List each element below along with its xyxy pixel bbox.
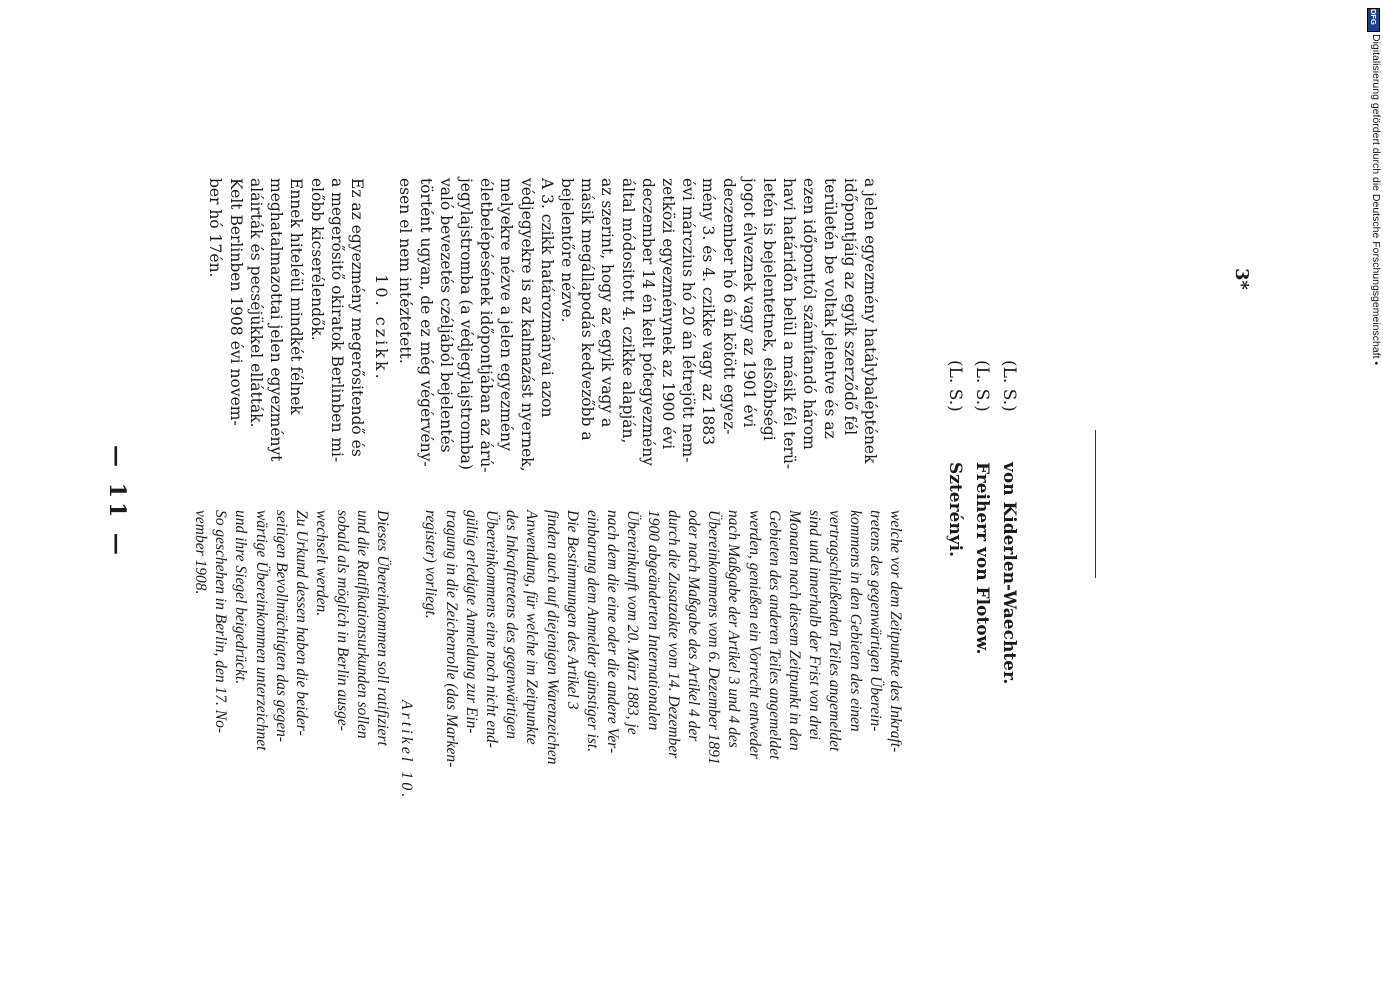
german-article-text xyxy=(190,510,392,830)
signatory-name: Freiherr von Flotow. xyxy=(972,462,992,655)
text-line: melyekre nézve a jelen egyezmény xyxy=(497,178,516,451)
text-line: und ihre Siegel beigedrückt. xyxy=(232,510,250,685)
text-line: meghatalmazottai jelen egyezményt xyxy=(267,178,286,462)
text-line: des Inkrafttretens des gegenwärtigen xyxy=(503,510,521,739)
signature-row xyxy=(968,360,995,684)
text-line: A 3. czikk határozmányai azon xyxy=(537,178,556,418)
seal-mark: (L. S.) xyxy=(972,360,992,412)
text-line: területén be voltak jelentve és az xyxy=(820,178,839,439)
text-line: időpontjáig az egyik szerződő fél xyxy=(840,178,859,436)
signatory-name: von Kiderlen-Waechter. xyxy=(999,462,1019,685)
text-line: Ez az egyezmény megerősitendő és xyxy=(347,178,366,457)
text-line: sind und innerhalb der Frist von drei xyxy=(806,510,824,740)
hungarian-text-block xyxy=(205,178,880,498)
text-line: 1900 abgeänderten Internationalen xyxy=(644,510,662,731)
text-line: So geschehen in Berlin, den 17. No- xyxy=(212,510,230,733)
text-line: által módositott 4. czikke alapján, xyxy=(618,178,637,444)
text-line: másik megállapodás kedvezőbb a xyxy=(578,178,597,441)
text-line: welche vor dem Zeitpunkte des Inkraft- xyxy=(887,510,904,753)
text-line: Ennek hiteléül mindkét félnek xyxy=(287,178,306,415)
text-line: nach Maßgabe der Artikel 3 und 4 des xyxy=(725,510,743,748)
text-line: einbarung dem Anmelder günstiger ist. xyxy=(583,510,601,753)
signature-row xyxy=(941,360,968,684)
text-line: bejelentőre nézve. xyxy=(557,178,576,323)
text-line: wärtige Übereinkommen unterzeichnet xyxy=(252,510,270,751)
column-divider xyxy=(1095,430,1096,578)
text-line: mény 3. és 4. czikke vagy az 1883 xyxy=(699,178,718,446)
text-line: zetközi egyezménynek az 1900 évi xyxy=(658,178,677,450)
text-line: Gebieten des anderen Teiles angemeldet xyxy=(765,510,783,760)
hungarian-text xyxy=(395,178,880,498)
text-line: Dieses Übereinkommen soll ratifiziert xyxy=(373,510,391,746)
text-line: durch die Zusatzakte vom 14. Dezember xyxy=(664,510,682,759)
text-line: való bevezetés czéljából bejelentés xyxy=(436,178,455,453)
text-line: gültig erledigte Anmeldung zur Ein- xyxy=(462,510,480,734)
text-line: vember 1908. xyxy=(192,510,210,595)
seal-mark: (L. S.) xyxy=(945,360,965,412)
text-line: finden auch auf diejenigen Warenzeichen xyxy=(543,510,561,765)
text-line: életbelépésének időpontjában az árú- xyxy=(477,178,496,473)
german-article-heading: Artikel 10. xyxy=(398,699,416,801)
text-line: deczember 14 én kelt pótegyezmény xyxy=(638,178,657,466)
german-text xyxy=(420,510,905,830)
text-line: tragung in die Zeichenrolle (das Marken- xyxy=(442,510,460,768)
signature-row xyxy=(995,360,1022,684)
signatory-name: Szterényi. xyxy=(945,462,965,557)
text-line: werden, genießen ein Vorrecht entweder xyxy=(745,510,763,759)
text-line: Übereinkommens eine noch nicht end- xyxy=(482,510,500,748)
german-text-block xyxy=(190,510,905,830)
text-line: seitigen Bevollmächtigten das gegen- xyxy=(272,510,290,743)
text-line: havi határidőn belül a másik fél terü- xyxy=(780,178,799,470)
text-line: jogot élveznek vagy az 1901 évi xyxy=(739,178,758,428)
signature-mark: 3* xyxy=(1231,268,1252,290)
text-line: az szerint, hogy az egyik vagy a xyxy=(598,178,617,428)
text-line: nach dem die eine oder die andere Ver- xyxy=(604,510,622,754)
text-line: register) vorliegt. xyxy=(422,510,440,619)
text-line: Kelt Berlinben 1908 évi novem- xyxy=(226,178,245,426)
text-line: und die Ratifikationsurkunden sollen xyxy=(353,510,371,739)
text-line: Zu Urkund dessen haben die beider- xyxy=(293,510,311,736)
hungarian-article-text xyxy=(205,178,367,498)
text-line: tretens des gegenwärtigen Überein- xyxy=(866,510,884,732)
text-line: sobald als möglich in Berlin ausge- xyxy=(333,510,351,731)
hungarian-article-heading: 10. czikk. xyxy=(372,274,392,382)
text-line: aláirták és pecséjükkel ellátták. xyxy=(246,178,265,428)
text-line: esen el nem intéztetett. xyxy=(396,178,415,364)
text-line: Monaten nach diesem Zeitpunkt in den xyxy=(785,510,803,751)
text-line: védjegyekre is az kalmazást nyernek, xyxy=(517,178,536,472)
text-line: Die Bestimmungen des Artikel 3 xyxy=(563,510,581,710)
text-line: történt ugyan, de ez még végérvény- xyxy=(416,178,435,467)
signature-block xyxy=(941,360,1022,684)
text-line: Übereinkunft vom 20. März 1883, je xyxy=(624,510,642,735)
text-line: vertragschließenden Teiles angemeldet xyxy=(826,510,844,752)
text-line: előbb kicserélendők. xyxy=(307,178,326,341)
text-line: évi márczius hó 20 án létrejött nem- xyxy=(679,178,698,463)
text-line: ezen időponttól számítandó három xyxy=(800,178,819,450)
text-line: a jelen egyezmény hatálybaléptének xyxy=(861,178,879,464)
text-line: a megerősitő okiratok Berlinben mi- xyxy=(327,178,346,463)
text-line: Anwendung, für welche im Zeitpunkte xyxy=(523,510,541,745)
seal-mark: (L. S.) xyxy=(999,360,1019,412)
text-line: wechselt werden. xyxy=(313,510,331,617)
text-line: jegylajstromba (a védjegylajstromba) xyxy=(456,178,475,470)
text-line: ber hó 17én. xyxy=(206,178,225,278)
dfg-logo: DFG xyxy=(1367,8,1380,32)
text-line: oder nach Maßgabe des Artikel 4 der xyxy=(684,510,702,742)
text-line: deczember hó 6 án kötött egyez- xyxy=(719,178,738,435)
text-line: Übereinkommens vom 6. Dezember 1891 xyxy=(705,510,723,765)
page-number: — 11 — xyxy=(104,445,130,559)
digitization-credit: Digitalisierung gefördert durch die Deutsche Forschungsgemeinschaft • xyxy=(1370,34,1382,366)
text-line: kommens in den Gebieten des einen xyxy=(846,510,864,732)
text-line: letén is bejelentetnek, elsőbbségi xyxy=(759,178,778,441)
